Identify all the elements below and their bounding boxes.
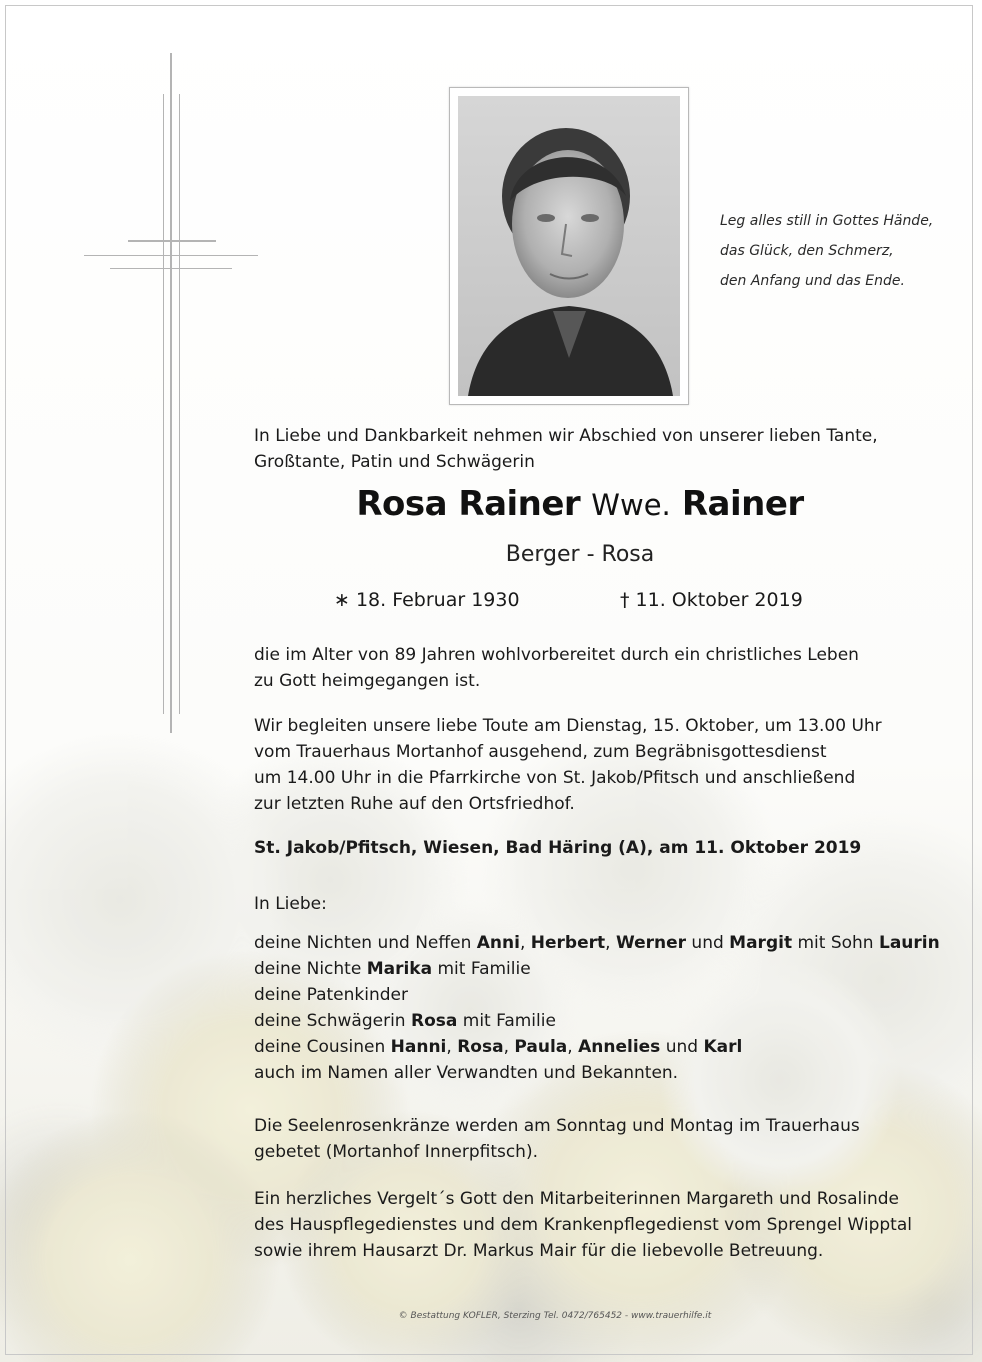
passing-text <box>254 642 859 694</box>
thanks-line: sowie ihrem Hausarzt Dr. Markus Mair für die liebevolle Betreuung. <box>254 1241 824 1261</box>
separator: , <box>446 1037 458 1057</box>
mourner-name: Laurin <box>878 933 940 953</box>
funeral-line: um 14.00 Uhr in die Pfarrkirche von St. Jakob/Pfitsch und anschließend <box>254 768 856 788</box>
mourner-text: mit Familie <box>457 1011 556 1031</box>
mourner-name: Anni <box>476 933 520 953</box>
separator: , <box>503 1037 515 1057</box>
funeral-text <box>254 713 882 817</box>
mourner-name: Rosa <box>457 1037 504 1057</box>
rosary-line: gebetet (Mortanhof Innerpfitsch). <box>254 1142 538 1162</box>
mourner-line <box>254 1008 940 1034</box>
footer-credit: © Bestattung KOFLER, Sterzing Tel. 0472/765452 - www.trauerhilfe.it <box>398 1311 712 1321</box>
mourner-name: Herbert <box>530 933 606 953</box>
death-date-text: 11. Oktober 2019 <box>635 589 803 611</box>
passing-line: zu Gott heimgegangen ist. <box>254 671 481 691</box>
thanks-line: Ein herzliches Vergelt´s Gott den Mitarbeiterinnen Margareth und Rosalinde <box>254 1189 899 1209</box>
mourners-heading: In Liebe: <box>254 894 327 914</box>
mourner-name: Annelies <box>578 1037 661 1057</box>
rosary-line: Die Seelenrosenkränze werden am Sonntag und Montag im Trauerhaus <box>254 1116 860 1136</box>
mourners-list <box>254 930 940 1086</box>
separator: mit Sohn <box>792 933 879 953</box>
mourner-name: Marika <box>366 959 433 979</box>
mourner-line <box>254 1034 940 1060</box>
mourner-name: Paula <box>514 1037 568 1057</box>
mourner-name: Margit <box>729 933 793 953</box>
mourner-line: deine Patenkinder <box>254 985 408 1005</box>
mourner-name: Rosa <box>410 1011 458 1031</box>
intro-line: In Liebe und Dankbarkeit nehmen wir Abschied von unserer lieben Tante, <box>254 426 878 446</box>
mourner-name: Hanni <box>390 1037 447 1057</box>
first-name: Rosa Rainer <box>356 484 581 524</box>
widow-prefix: Wwe. <box>591 488 671 522</box>
separator: und <box>660 1037 704 1057</box>
portrait-photo <box>449 87 689 405</box>
mourner-line <box>254 956 940 982</box>
place-date: St. Jakob/Pfitsch, Wiesen, Bad Häring (A), am 11. Oktober 2019 <box>254 838 862 858</box>
mourner-text: deine Schwägerin <box>254 1011 411 1031</box>
thanks-text <box>254 1186 912 1264</box>
house-name: Berger - Rosa <box>505 542 655 567</box>
poem-line: Leg alles still in Gottes Hände, <box>720 213 934 229</box>
birth-date-text: 18. Februar 1930 <box>355 589 520 611</box>
birth-date <box>334 589 520 611</box>
separator: , <box>567 1037 579 1057</box>
separator: , <box>519 933 531 953</box>
poem <box>720 206 970 296</box>
death-date <box>620 589 803 611</box>
funeral-line: vom Trauerhaus Mortanhof ausgehend, zum Begräbnisgottesdienst <box>254 742 827 762</box>
poem-line: den Anfang und das Ende. <box>720 273 905 289</box>
mourner-line <box>254 930 940 956</box>
separator: und <box>686 933 730 953</box>
separator: , <box>605 933 616 953</box>
deceased-name <box>0 484 982 524</box>
mourner-text: mit Familie <box>432 959 531 979</box>
mourner-text: deine Nichten und Neffen <box>254 933 477 953</box>
thanks-line: des Hauspflegedienstes und dem Krankenpflegedienst vom Sprengel Wipptal <box>254 1215 912 1235</box>
mourner-text: deine Nichte <box>254 959 367 979</box>
mourner-name: Werner <box>615 933 687 953</box>
cross-small-icon: † <box>620 589 630 611</box>
poem-line: das Glück, den Schmerz, <box>720 243 894 259</box>
funeral-line: Wir begleiten unsere liebe Toute am Dienstag, 15. Oktober, um 13.00 Uhr <box>254 716 882 736</box>
intro-text <box>254 423 878 475</box>
birth-icon: ∗ <box>334 589 350 611</box>
funeral-line: zur letzten Ruhe auf den Ortsfriedhof. <box>254 794 575 814</box>
passing-line: die im Alter von 89 Jahren wohlvorbereitet durch ein christliches Leben <box>254 645 859 665</box>
rosary-text <box>254 1113 860 1165</box>
mourner-line: auch im Namen aller Verwandten und Bekannten. <box>254 1063 679 1083</box>
married-name: Rainer <box>681 484 804 524</box>
intro-line: Großtante, Patin und Schwägerin <box>254 452 535 472</box>
mourner-text: deine Cousinen <box>254 1037 391 1057</box>
mourner-name: Karl <box>703 1037 743 1057</box>
portrait-image <box>458 96 680 396</box>
